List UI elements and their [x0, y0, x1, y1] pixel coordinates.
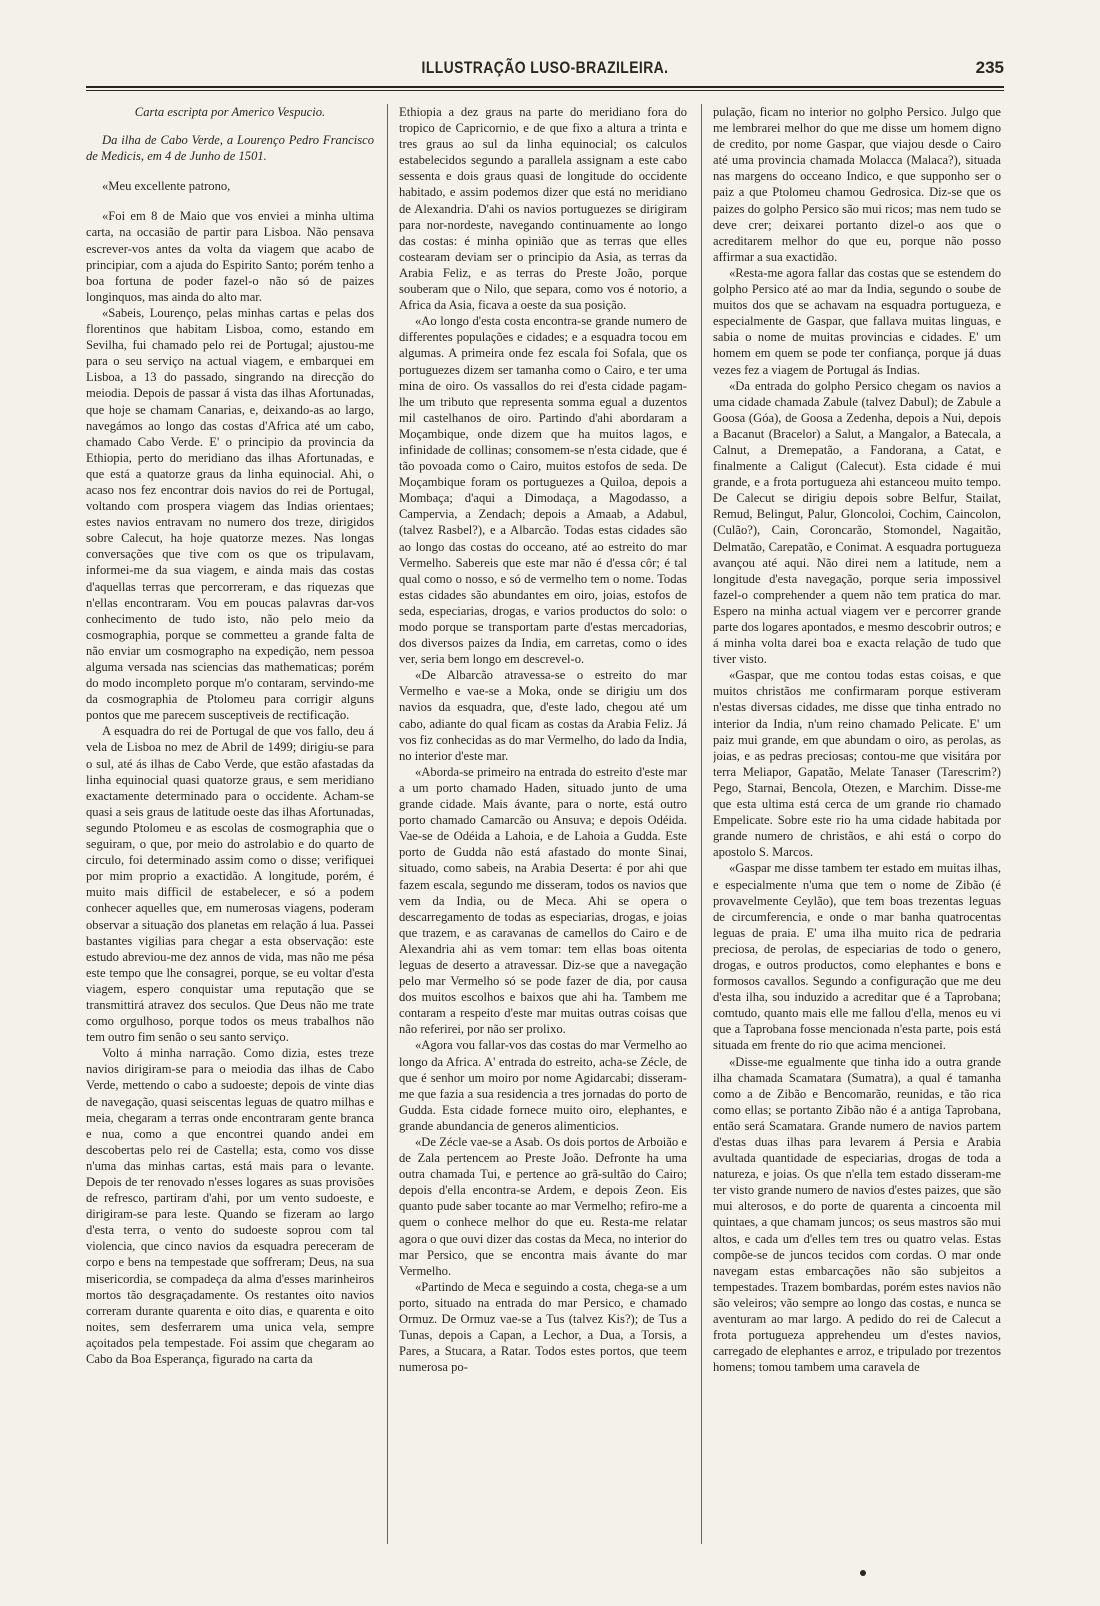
page-number: 235 [975, 58, 1004, 77]
letter-salutation: «Meu excellente patrono, [102, 179, 231, 194]
column-2 [399, 104, 687, 1574]
paragraph: «De Albarcão atravessa-se o estreito do mar Vermelho e vae-se a Moka, onde se dirigiu um dos navios da esquadra, que, d'este lado, chegou até um cabo, adiante do qual ficam as costas da Arabia Feliz. Já vos fiz conhecidas as do mar Vermelho, do lado da India, no interior d'este mar. [399, 668, 687, 763]
header-rule [86, 86, 1004, 88]
article-body [86, 104, 1004, 1574]
paragraph: Ethiopia a dez graus na parte do meridiano fora do tropico de Capricornio, e de que fixo a altura a trinta e tres graus ao sul da linha equinocial; os calculos estabelecidos segundo a parallela assignam a este cabo sessenta e dois graus quasi de longitude do occidente habitado, e assim podemos dizer que está no meridiano de Alexandria. D'ahi os navios portuguezes se dirigiram para nor-nordeste, navegando continuamente ao longo das costas: é minha opinião que as terras que elles costearam deviam ser o principio da Asia, as terras da Arabia Feliz, e as terras do Preste João, porque souberam que o Nilo, que separa, como vos é notorio, a Africa da Asia, ficava a oeste da sua posição. [399, 105, 687, 313]
paragraph: «Agora vou fallar-vos das costas do mar Vermelho ao longo da Africa. A' entrada do estreito, acha-se Zécle, de que é senhor um moiro por nome Agidarcabi; disseram-me que fazia a sua residencia a tres jornadas do porto de Gudda. Esta cidade fornece muito oiro, elephantes, e grande abundancia de generos alimenticios. [399, 1038, 687, 1133]
article-title: Carta escripta por Americo Vespucio. [134, 105, 326, 119]
column-divider [387, 104, 388, 1544]
paragraph: «Disse-me egualmente que tinha ido a outra grande ilha chamada Scamatara (Sumatra), a qual é tamanha como a de Zibão e Bencomarão, reunidas, e tão rica como ellas; se portanto Zibão não é a antiga Taprobana, então será Scamatara. Grande numero de navios partem d'estas duas ilhas para levarem á Persia e Arabia avultada quantidade de especiarias, drogas de toda a natureza, e joias. Os que n'ella tem estado disseram-me ter visto grande numero de navios d'estes paizes, que são mui alterosos, e do porte de quarenta a cincoenta mil quintaes, a que chamam juncos; os seus mastros são mui altos, e cada um d'elles tem tres ou quatro velas. Estas compõe-se de juncos tecidos com cordas. O mar onde navegam estas embarcações não são subjeitos a tempestades. Trazem bombardas, porém estes navios não são veleiros; vão sempre ao longo das costas, e nunca se aventuram ao mar largo. A pedido do rei de Calecut a frota portugueza apprehendeu um d'estes navios, carregado de elephantes e arroz, e tripulado por trezentos homens; tomou tambem uma caravela de [713, 1054, 1001, 1375]
page-header [86, 58, 1004, 84]
paragraph: «Ao longo d'esta costa encontra-se grande numero de differentes populações e cidades; e a esquadra tocou em algumas. A primeira onde fez escala foi Sofala, que os portuguezes dizem ser tamanha como o Cairo, e ter uma mina de oiro. Os vassallos do rei d'esta cidade pagam-lhe um tributo que representa somma egual a duzentos mil castelhanos de oiro. Partindo d'ahi abordaram a Moçambique, onde dizem que ha muitos lagos, e infinidade de collinas; consomem-se n'esta cidade, que é tão povoada como o Cairo, muitos estofos de seda. De Moçambique foram os portuguezes a Quiloa, depois a Mombaça; d'aqui a Dimodaça, a Magodasso, a Campervia, a Zendach; depois a Amaab, a Adabul, (talvez Rasbel?), e a Albarcão. Todas estas cidades são ao longo das costas do occeano, até ao estreito do mar Vermelho. Sabereis que este mar não é d'essa côr; é tal qual como o nosso, e só de vermelho tem o nome. Todas estas cidades são abundantes em oiro, joias, estofos de seda, especiarias, drogas, e varios productos do solo: o modo porque se transportam parte d'estas mercadorias, dos diversos paizes da India, em carretas, como o ides ver, seria bem longo em descrevel-o. [399, 314, 687, 667]
paragraph: «Gaspar, que me contou todas estas coisas, e que muitos christãos me confirmaram porque estiveram n'estas diversas cidades, me disse que tinha entrado no interior da India, n'um reino chamado Pelicate. E' um paiz mui grande, em que abundam o oiro, as perolas, as joias, e as pedras preciosas; contou-me que visitára por terra Meliapor, Gapatão, Melate Tanaser (Tarescrim?) Pego, Starnai, Bencola, Otezen, e Marchim. Disse-me que esta ultima está cerca de um grande rio chamado Empelicate. Sobre este rio ha uma cidade habitada por grande numero de christãos, e ahi está o corpo do apostolo S. Marcos. [713, 668, 1001, 860]
paragraph: «Foi em 8 de Maio que vos enviei a minha ultima carta, na occasião de partir para Lisboa. Não pensava escrever-vos antes da volta da viagem que acabo de principiar, com a ajuda do Espirito Santo; porém tenho a boa fortuna de poder fazel-o não só de paizes longinquos, mas ainda do alto mar. [86, 209, 374, 304]
column-3 [713, 104, 1001, 1574]
column-divider [701, 104, 702, 1544]
paragraph: «Aborda-se primeiro na entrada do estreito d'este mar a um porto chamado Haden, situado junto de uma grande cidade. Mais ávante, para o norte, está outro porto chamado Camarcão ou Ansuva; e depois Odéida. Vae-se de Odéida a Lahoia, e de Lahoia a Gudda. Este porto de Gudda não está afastado do monte Sinai, situado, como sabeis, na Arabia Deserta: é por ahi que fazem escala, segundo me disseram, todos os navios que vem da India, ou de Meca. Ahi se opera o descarregamento de todas as especiarias, drogas, e joias que trazem, e as caravanas de camellos do Cairo e de Alexandria ahi as vem tomar: tem ellas boas oitenta leguas de deserto a atravessar. Diz-se que a navegação pelo mar Vermelho só se pode fazer de dia, por causa dos muitos escolhos e baixos que ahi ha. Tambem me contaram a respeito d'este mar muitas outras coisas que não referirei, por não ser prolixo. [399, 764, 687, 1037]
column-1 [86, 104, 374, 1574]
paragraph: «Partindo de Meca e seguindo a costa, chega-se a um porto, situado na entrada do mar Persico, e chamado Ormuz. De Ormuz vae-se a Tus (talvez Kis?); de Tus a Tunas, depois a Capan, a Lechor, a Dua, a Torsis, a Pares, a Stucara, a Ratar. Todos estes portos, que teem numerosa po- [399, 1279, 687, 1375]
paragraph: pulação, ficam no interior no golpho Persico. Julgo que me lembrarei melhor do que me disse um homem digno de credito, por nome Gaspar, que viajou desde o Cairo até uma provincia chamada Molacca (Malaca?), situada nas margens do occeano Indico, e que supponho ser o paiz a que Ptolomeu chamou Gedrosica. Diz-se que os paizes do golpho Persico são mui ricos; mas nem tudo se deve crer; deixarei portanto dizel-o aos que o acreditarem melhor do que eu, porque não posso affirmar a sua exactidão. [713, 105, 1001, 264]
paragraph: «Da entrada do golpho Persico chegam os navios a uma cidade chamada Zabule (talvez Dabul); de Zabule a Goosa (Góa), de Goosa a Zedenha, depois a Nui, depois a Bacanut (Bracelor) a Salut, a Mangalor, a Batecala, a Calnut, a Dremepatão, a Fandorana, a Catat, e finalmente a Caligut (Calecut). Esta cidade é mui grande, e a frota portugueza ahi estanceou muito tempo. De Calecut se dirigiu depois sobre Belfur, Stailat, Remud, Belingut, Palur, Gloncoloi, Cochim, Caincolon, (Culão?), Cain, Coroncarão, Stomondel, Nagaitão, Delmatão, Carepatão, e Conimat. A esquadra portugueza avançou até aqui. Não direi nem a latitude, nem a longitude d'esta navegação, porque seria impossivel fazel-o comprehender a quem não tem pratica do mar. Espero na minha actual viagem ver e percorrer grande parte dos logares apontados, e mesmo descobrir outros; e á minha volta darei boa e exacta relação de tudo que tiver visto. [713, 378, 1001, 667]
article-dateline: Da ilha de Cabo Verde, a Lourenço Pedro Francisco de Medicis, em 4 de Junho de 1501. [86, 133, 374, 164]
header-rule-thin [86, 90, 1004, 91]
paragraph: «Gaspar me disse tambem ter estado em muitas ilhas, e especialmente n'uma que tem o nome de Zibão (é provavelmente Ceylão), que tem boas trezentas leguas de circumferencia, e onde o mar banha quatrocentas leguas de praia. E' uma ilha muito rica de pedraria preciosa, de perolas, de especiarias de todo o genero, drogas, e outros productos, como elephantes e bons e formosos cavallos. Segundo a configuração que me deu d'esta ilha, sou induzido a acreditar que é a Taprobana; comtudo, quanto mais elle me fallou d'ella, menos eu vi que a Taprobana fosse mencionada n'esta parte, pois está situada em frente do rio que acima mencionei. [713, 861, 1001, 1053]
paragraph: «Sabeis, Lourenço, pelas minhas cartas e pelas dos florentinos que habitam Lisboa, como, estando em Sevilha, fui chamado pelo rei de Portugal; ajustou-me para o seu serviço na actual viagem, e embarquei em Lisboa, a 13 do passado, singrando na direcção do meiodia. Depois de passar á vista das ilhas Afortunadas, que hoje se chamam Canarias, e, deixando-as ao largo, navegámos ao longo das costas d'Africa até um cabo, chamado Cabo Verde. E' o principio da provincia da Ethiopia, perto do meridiano das ilhas Afortunadas, e que está a quatorze graus da linha equinocial. Ahi, o acaso nos fez encontrar dois navios do rei de Portugal, voltando com prospera viagem das Indias orientaes; estes navios entravam no numero dos treze, dirigidos sobre Calecut, ha hoje quatorze mezes. Nas longas conversações que tive com os que os tripulavam, informei-me da sua viagem, e ainda mais das costas d'aquellas terras que percorreram, e das riquezas que n'ellas encontraram. Vou em poucas palavras dar-vos conhecimento de tudo isto, não pelo meio da cosmographia, porque se commetteu a grande falta de não enviar um cosmographo na expedição, nem pessoa alguma versada nas sciencias das mathematicas; porém do modo incompleto porque m'o contaram, servindo-me da cosmographia de Ptolomeu para corrigir alguns pontos que me parecem susceptiveis de rectificação. [86, 305, 374, 723]
paragraph: Volto á minha narração. Como dizia, estes treze navios dirigiram-se para o meiodia das ilhas de Cabo Verde, mettendo o cabo a sudoeste; depois de vinte dias de navegação, quasi seiscentas leguas de quatro milhas e meia, chegaram a terras onde encontraram gente branca e nua, como a que encontrei quando andei em descobertas pelo rei de Castella; esta, como vos disse n'uma das minhas cartas, está mais para o levante. Depois de ter renovado n'esses logares as suas provisões de refresco, partiram d'ahi, por um vento sudoeste, e dirigiram-se para leste. Quando se fizeram ao largo d'esta terra, o vento do sudoeste soprou com tal violencia, que cinco navios da esquadra pereceram de corpo e bens na tempestade que soffreram; Deus, na sua misericordia, se compadeça da alma d'esses marinheiros mortos tão desgraçadamente. Os restantes oito navios correram durante quarenta e oito dias, e quarenta e oito noites, sem desferrarem uma unica vela, sempre açoitados pela tempestade. Foi assim que chegaram ao Cabo da Boa Esperança, figurado na carta da [86, 1046, 374, 1367]
paragraph: «De Zécle vae-se a Asab. Os dois portos de Arboião e de Zala pertencem ao Preste João. Defronte ha uma outra chamada Tui, e pertence ao grã-sultão do Cairo; depois d'ella encontra-se Ardem, e depois Zeon. Eis quanto pude saber tocante ao mar Vermelho; refiro-me a quem o conhece melhor do que eu. Resta-me relatar agora o que ouvi dizer das costas da Meca, no interior do mar Persico, que se encontra mais ávante do mar Vermelho. [399, 1135, 687, 1278]
paragraph: «Resta-me agora fallar das costas que se estendem do golpho Persico até ao mar da India, segundo o soube de muitos dos que se achavam na esquadra portugueza, e especialmente de Gaspar, que fallava muitas linguas, e sabia o nome de muitas provincias e cidades. E' um homem em quem se pode ter confiança, porque já duas vezes fez a viagem de Portugal ás Indias. [713, 265, 1001, 377]
paragraph: A esquadra do rei de Portugal de que vos fallo, deu á vela de Lisboa no mez de Abril de 1499; dirigiu-se para o sul, até ás ilhas de Cabo Verde, que estão afastadas da linha equinocial quasi quatorze graus, e sem meridiano exactamente determinado para o occidente. Acham-se quasi a seis graus de latitude oeste das ilhas Afortunadas, segundo Ptolomeu e as escolas de cosmographia que o seguiram, o que, por meio do astrolabio e do quarto de circulo, foi determinado assim como o disse; verifiquei por mim proprio a exactidão. A longitude, porém, é muito mais difficil de estabelecer, e só a podem conhecer aquelles que, em numerosas viagens, poderam observar a situação dos planetas em relação á lua. Passei bastantes vigilias para chegar a esta observação: este estudo abreviou-me dez annos de vida, mas não me pésa este tempo que lhe consagrei, porque, se eu voltar d'esta viagem, espero conquistar uma reputação que se transmittirá atravez dos seculos. Que Deus não me trate como orgulhoso, porque todos os meus trabalhos não tem outro fim senão o seu santo serviço. [86, 724, 374, 1045]
page-ornament-dot [860, 1570, 866, 1576]
periodical-title: ILLUSTRAÇÃO LUSO-BRAZILEIRA. [421, 58, 669, 77]
